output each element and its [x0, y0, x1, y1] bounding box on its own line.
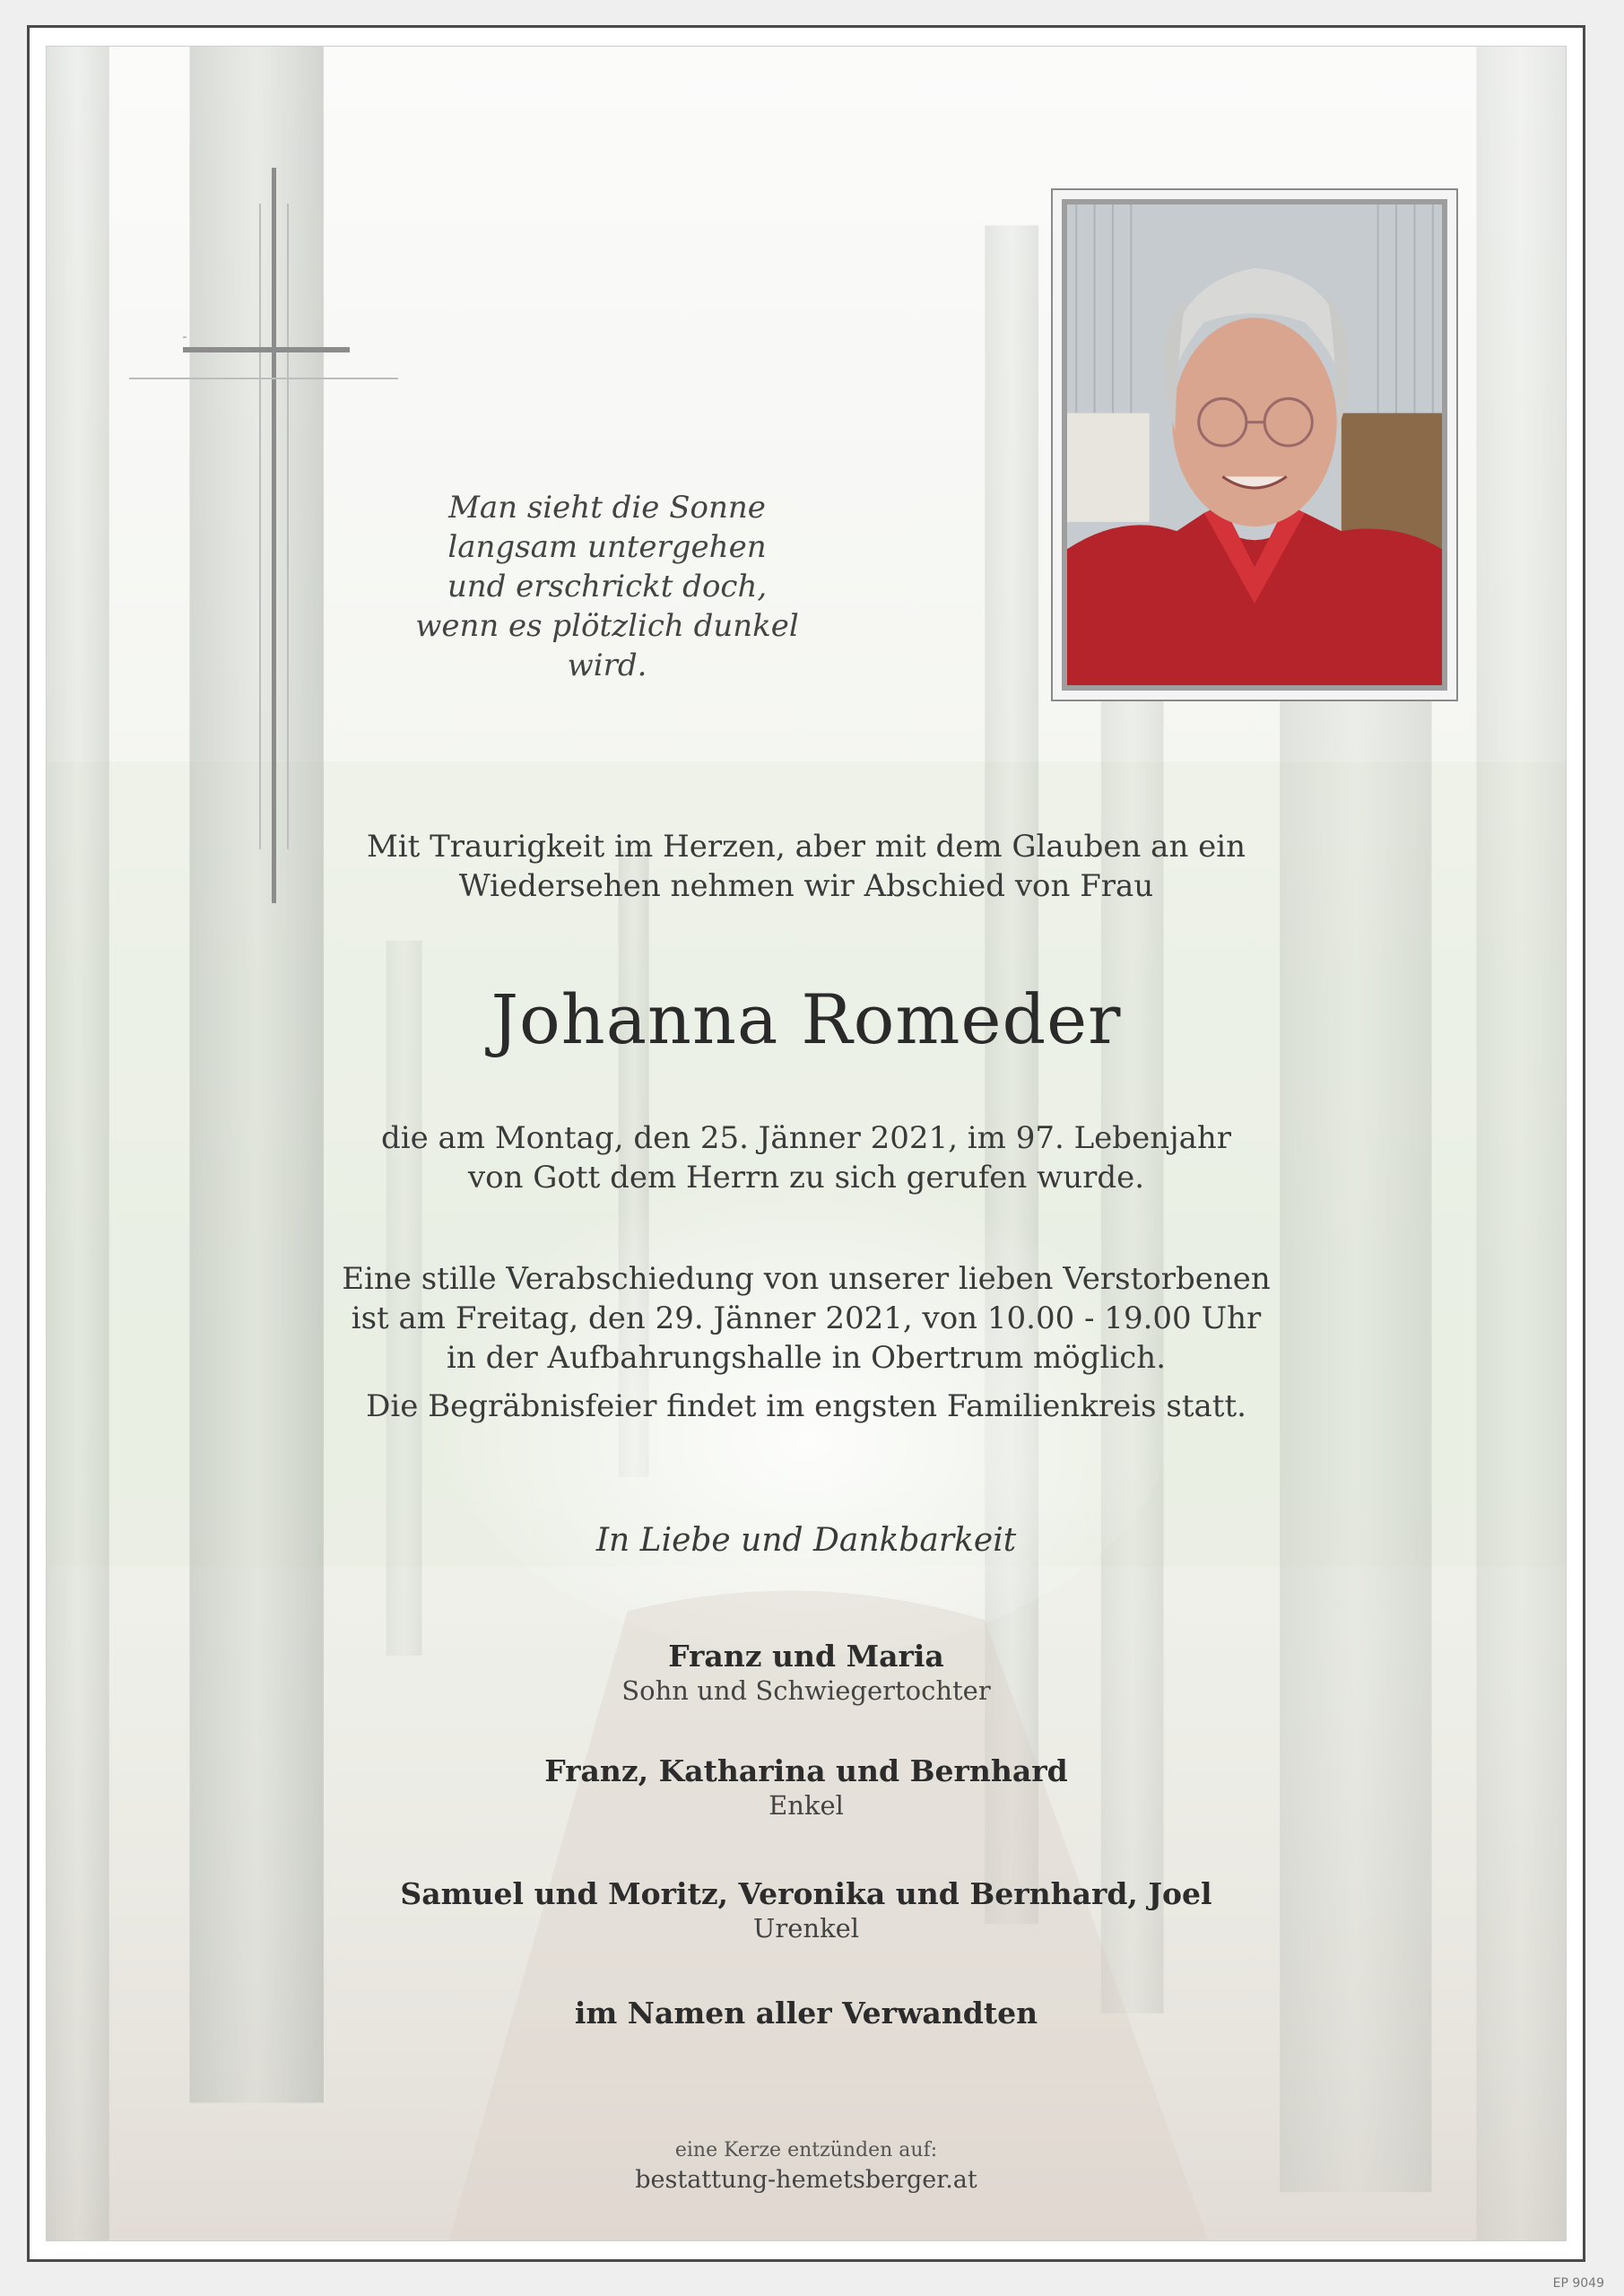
document-code: EP 9049 [1552, 2276, 1604, 2291]
mourner-relation: Urenkel [752, 1913, 860, 1944]
farewell-info [47, 1259, 1566, 1426]
death-notice [47, 1118, 1566, 1197]
portrait-photo [1062, 199, 1447, 691]
mourner-relation: Enkel [769, 1790, 844, 1821]
death-line: von Gott dem Herrn zu sich gerufen wurde. [467, 1160, 1145, 1196]
intro-line: Mit Traurigkeit im Herzen, aber mit dem Glauben an ein [366, 829, 1246, 865]
website-link[interactable]: bestattung-hemetsberger.at [635, 2166, 977, 2194]
mourner-names: Franz und Maria [668, 1639, 944, 1674]
portrait-frame [1051, 188, 1458, 701]
quote-line: und erschrickt doch, [447, 569, 768, 604]
deceased-name: Johanna Romeder [491, 979, 1122, 1059]
mourner-names: Franz, Katharina und Bernhard [544, 1753, 1068, 1788]
quote-line: wenn es plötzlich dunkel wird. [415, 608, 799, 683]
farewell-line: in der Aufbahrungshalle in Obertrum möglich. [446, 1340, 1167, 1376]
intro-text [47, 827, 1566, 906]
farewell-line: Eine stille Verabschiedung von unserer lieben Verstorbenen [342, 1261, 1271, 1297]
intro-line: Wiedersehen nehmen wir Abschied von Frau [458, 868, 1154, 904]
parte-frame [27, 25, 1585, 2262]
cross-icon [129, 168, 416, 903]
mourner-group [47, 1639, 1566, 1707]
mourner-group [47, 1876, 1566, 1944]
poem-quote [387, 488, 827, 685]
death-line: die am Montag, den 25. Jänner 2021, im 97. Lebenjahr [380, 1120, 1232, 1156]
quote-line: Man sieht die Sonne langsam untergehen [447, 490, 767, 565]
footer [47, 2136, 1566, 2196]
funeral-note: Die Begräbnisfeier findet im engsten Familienkreis statt. [366, 1388, 1246, 1424]
mourner-names: Samuel und Moritz, Veronika und Bernhard, Joel [400, 1876, 1212, 1911]
footer-caption: eine Kerze entzünden auf: [674, 2139, 938, 2161]
parte-content [46, 46, 1567, 2241]
farewell-line: ist am Freitag, den 29. Jänner 2021, von 10.00 - 19.00 Uhr [351, 1300, 1262, 1336]
closing-phrase: In Liebe und Dankbarkeit [595, 1522, 1017, 1559]
mourner-relation: Sohn und Schwiegertochter [621, 1675, 991, 1706]
all-relatives-line: im Namen aller Verwandten [574, 1996, 1038, 2031]
mourner-group [47, 1753, 1566, 1822]
